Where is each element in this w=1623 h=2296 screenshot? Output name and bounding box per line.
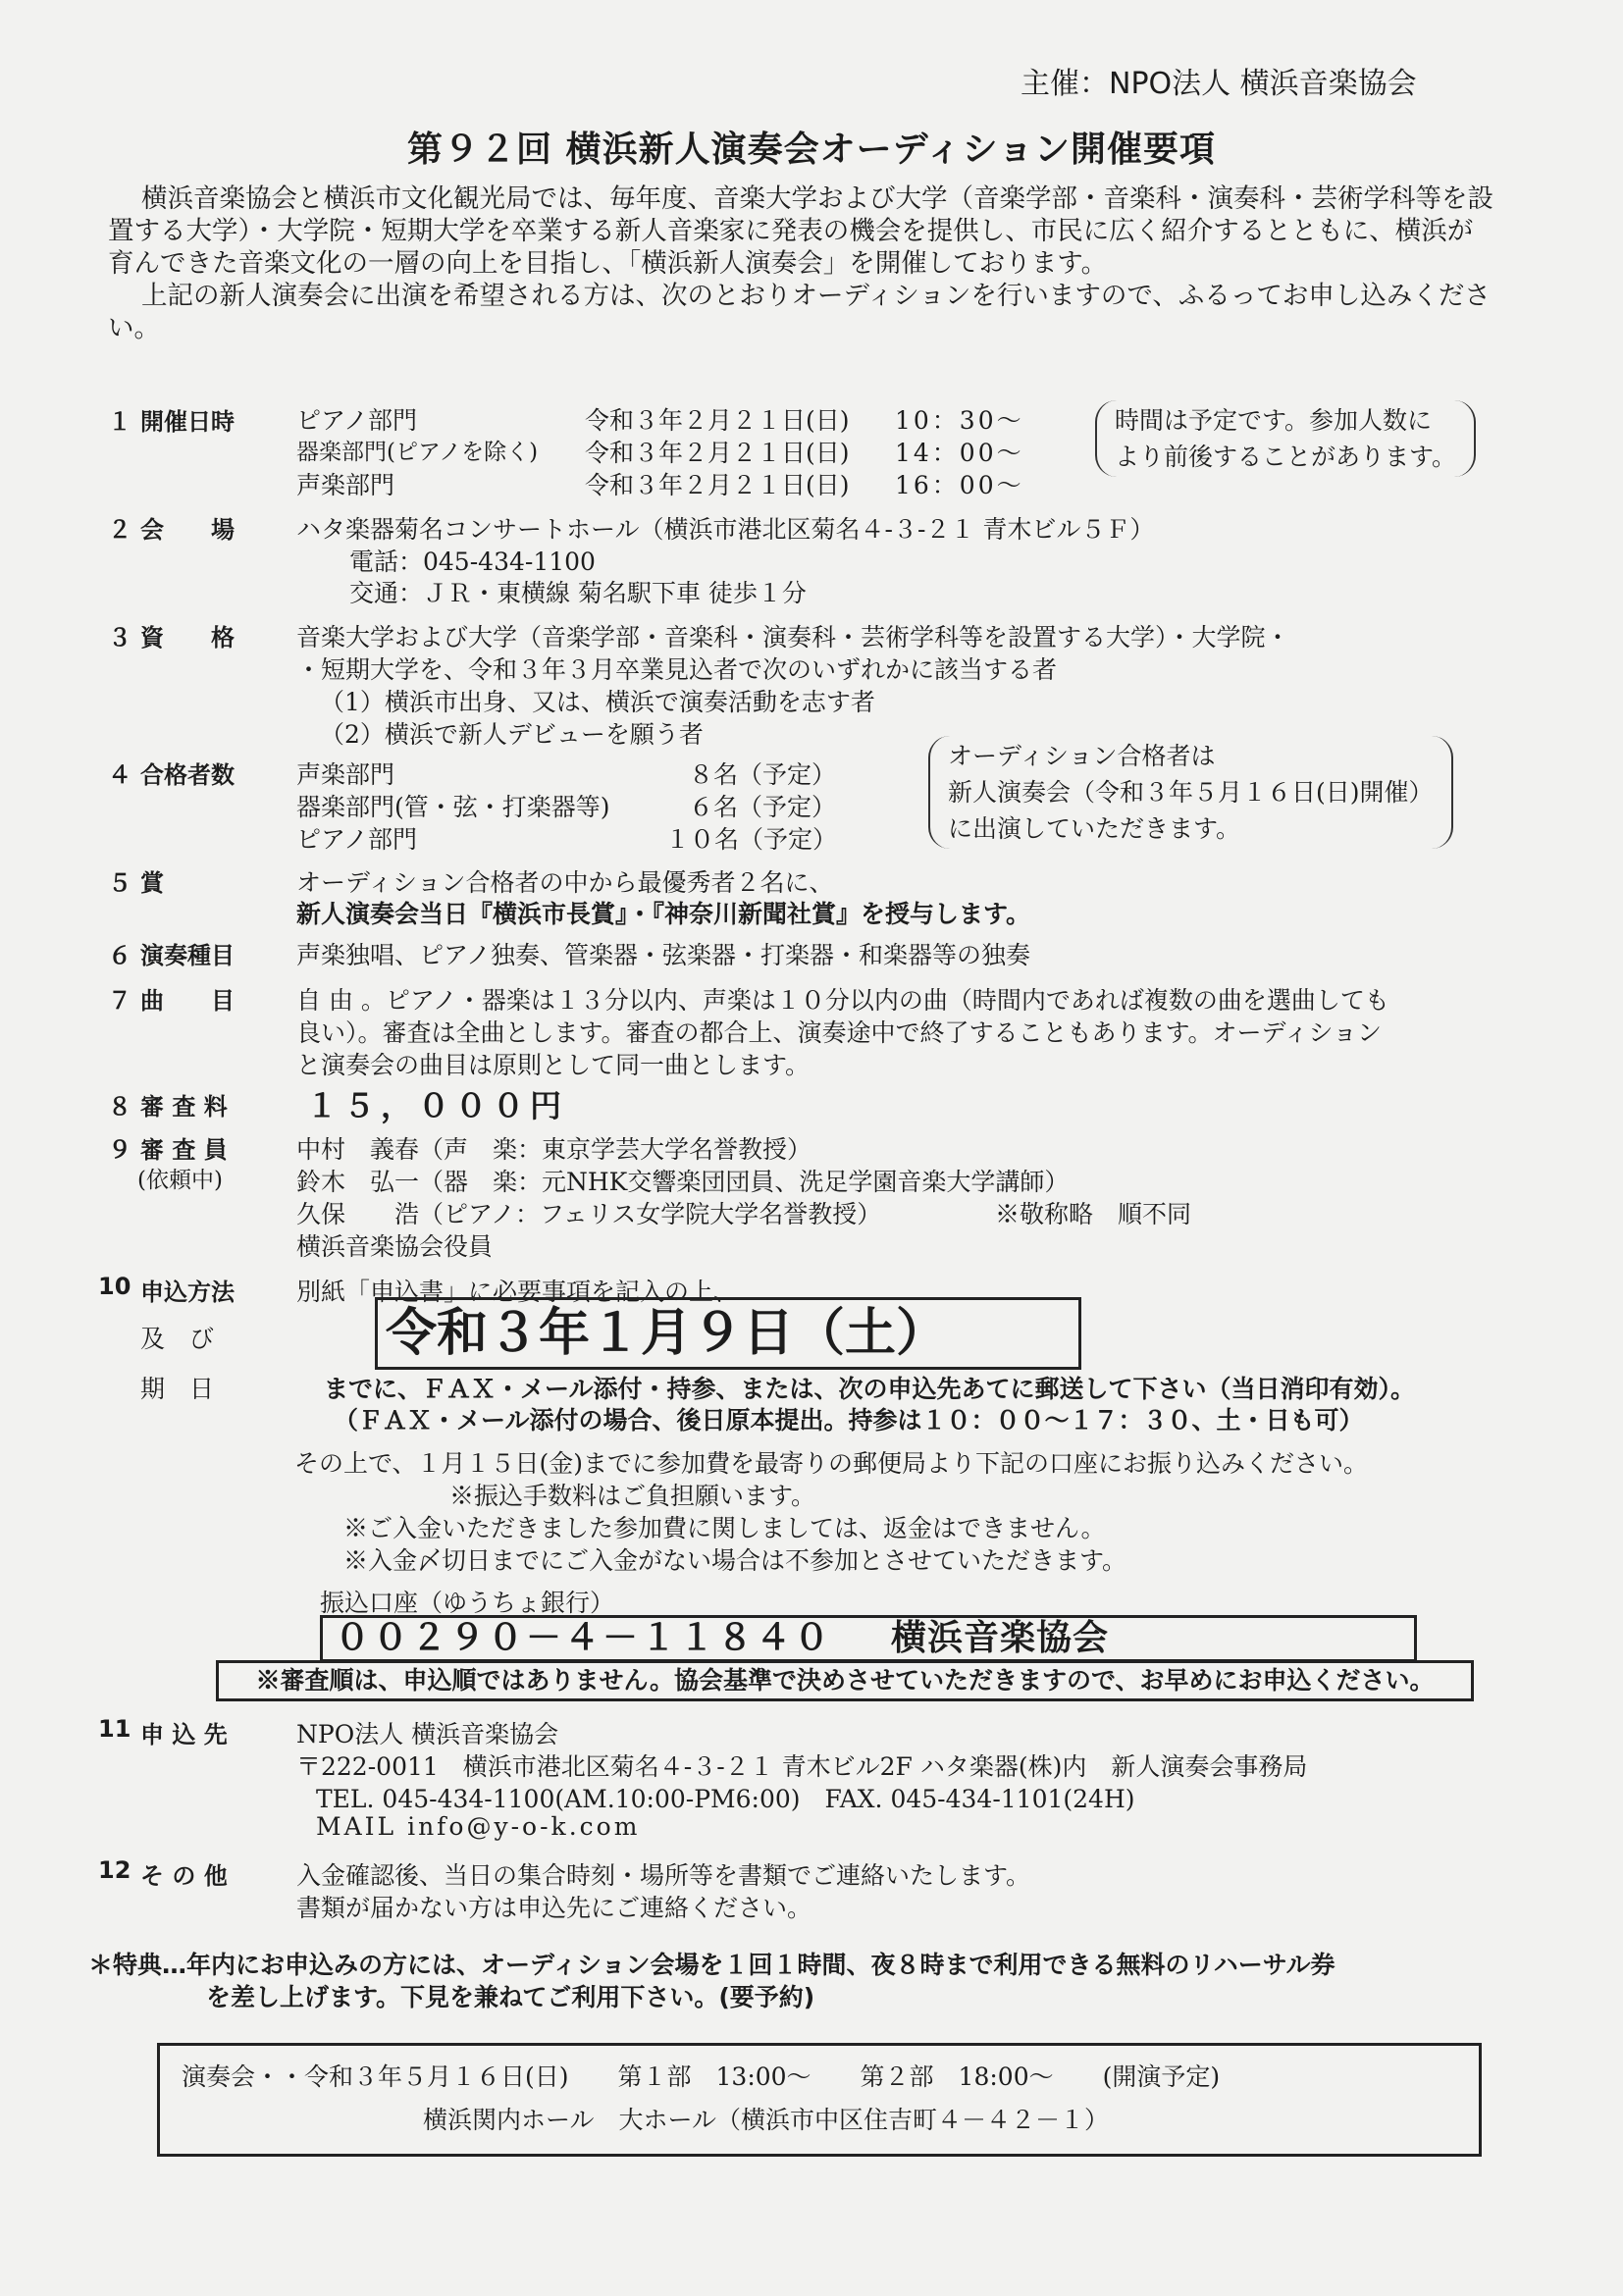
section-3-number: ３ [108, 624, 131, 652]
section-8-number: ８ [108, 1093, 131, 1121]
concert-venue: 横浜関内ホール 大ホール（横浜市中区住吉町４－４２－１） [423, 2106, 1110, 2134]
eligibility-line: ・短期大学を、令和３年３月卒業見込者で次のいずれかに該当する者 [296, 655, 1058, 684]
account-label: 振込口座（ゆうちょ銀行） [320, 1589, 615, 1617]
order-note: ※審査順は、申込順ではありません。協会基準で決めさせていただきますので、お早めにお申込ください。 [216, 1660, 1474, 1701]
schedule-time: 16：00～ [895, 471, 1024, 499]
application-line: 別紙「申込書」に必要事項を記入の上、 [296, 1278, 739, 1306]
pass-dept: 器楽部門(管・弦・打楽器等) [296, 793, 610, 821]
contact-email: MAIL info@y-o-k.com [316, 1812, 641, 1841]
pass-count: ８名（予定） [689, 760, 837, 789]
pass-note-line: オーディション合格者は [948, 742, 1216, 770]
section-10-label-3: 期 日 [140, 1375, 215, 1403]
section-10-number: 10 [98, 1273, 131, 1300]
schedule-dept: 器楽部門(ピアノを除く) [296, 440, 539, 465]
judge: 中村 義春（声 楽：東京学芸大学名誉教授） [296, 1135, 812, 1164]
section-6-number: ６ [108, 942, 131, 969]
venue-tel: 電話：045-434-1100 [349, 548, 596, 576]
special-offer-line: ＊特典…年内にお申込みの方には、オーディション会場を１回１時間、夜８時まで利用できる無料のリハーサル券 [88, 1951, 1335, 1979]
pass-dept: 声楽部門 [296, 760, 395, 789]
application-line: までに、ＦＡＸ・メール添付・持参、または、次の申込先あてに郵送して下さい（当日消印有効）。 [324, 1375, 1416, 1403]
schedule-date: 令和３年２月２１日(日) [585, 471, 850, 499]
award-line: 新人演奏会当日『横浜市長賞』・『神奈川新聞社賞』を授与します。 [296, 900, 1031, 928]
intro-paragraph-1: 横浜音楽協会と横浜市文化観光局では、毎年度、音楽大学および大学（音楽学部・音楽科・演奏科・芸術学科等を設置する大学）・大学院・短期大学を卒業する新人音楽家に発表の機会を提供し、市民に広く紹介するとともに、横浜が育んできた音楽文化の一層の向上を目指し、「横浜新人演奏会」を開催しております。 [108, 183, 1493, 279]
schedule-note-line: 時間は予定です。参加人数に [1115, 406, 1433, 435]
account-name: 横浜音楽協会 [891, 1618, 1110, 1658]
pass-dept: ピアノ部門 [296, 825, 418, 854]
section-4-label: 合格者数 [140, 761, 235, 789]
section-2-number: ２ [108, 516, 131, 544]
judge: 久保 浩（ピアノ：フェリス女学院大学名誉教授） [296, 1200, 882, 1228]
bank-account-box [320, 1615, 1417, 1662]
section-11-number: 11 [98, 1715, 131, 1743]
schedule-dept: 声楽部門 [296, 471, 395, 499]
other-line: 入金確認後、当日の集合時刻・場所等を書類でご連絡いたします。 [296, 1861, 1031, 1890]
section-10-label: 申込方法 [140, 1278, 235, 1306]
pass-note-line: に出演していただきます。 [948, 814, 1241, 843]
concert-schedule: 演奏会・・令和３年５月１６日(日) 第１部 13:00～ 第２部 18:00～ (開演予定) [182, 2062, 1221, 2091]
fee: １５，０００円 [306, 1087, 568, 1124]
schedule-date: 令和３年２月２１日(日) [585, 406, 850, 435]
section-8-label: 審 査 料 [140, 1093, 228, 1121]
section-12-label: そ の 他 [140, 1862, 228, 1890]
intro-paragraph-2: 上記の新人演奏会に出演を希望される方は、次のとおりオーディションを行いますので、ふるってお申し込みください。 [108, 281, 1491, 343]
section-9-sublabel: (依頼中) [137, 1168, 223, 1193]
schedule-dept: ピアノ部門 [296, 406, 418, 435]
repertoire-line: 自 由 。ピアノ・器楽は１３分以内、声楽は１０分以内の曲（時間内であれば複数の曲を選曲しても [296, 986, 1389, 1015]
section-10-label-2: 及 び [140, 1325, 215, 1353]
section-7-label: 曲 目 [140, 987, 235, 1015]
pass-note-line: 新人演奏会（令和３年５月１６日(日)開催） [948, 778, 1434, 807]
venue: ハタ楽器菊名コンサートホール（横浜市港北区菊名４-３-２１ 青木ビル５Ｆ） [296, 515, 1155, 544]
contact-line: NPO法人 横浜音楽協会 [296, 1720, 559, 1748]
judge: 横浜音楽協会役員 [296, 1232, 494, 1261]
page-title: 第９２回 横浜新人演奏会オーディション開催要項 [407, 130, 1216, 170]
account-number: ００２９０－４－１１８４０ [335, 1618, 833, 1658]
pass-count: ６名（予定） [689, 793, 837, 821]
special-offer-line: を差し上げます。下見を兼ねてご利用下さい。(要予約) [206, 1983, 815, 2011]
section-6-label: 演奏種目 [140, 942, 235, 969]
section-11-label: 申 込 先 [140, 1721, 228, 1748]
schedule-note-line: より前後することがあります。 [1115, 443, 1457, 471]
contact-address: 〒222-0011 横浜市港北区菊名４-３-２１ 青木ビル2F ハタ楽器(株)内 新人演奏会事務局 [296, 1752, 1308, 1781]
concert-info-box [157, 2043, 1482, 2157]
section-1-number: １ [108, 408, 131, 436]
pass-note [928, 736, 1453, 849]
schedule-date: 令和３年２月２１日(日) [585, 439, 850, 467]
application-line: （ＦＡＸ・メール添付の場合、後日原本提出。持参は１０：００～１７：３０、土・日も可） [334, 1406, 1364, 1435]
deadline-date: 令和３年１月９日（土） [375, 1297, 1081, 1370]
eligibility-line: 音楽大学および大学（音楽学部・音楽科・演奏科・芸術学科等を設置する大学）・大学院・ [296, 623, 1290, 652]
schedule-time: 10：30～ [895, 406, 1024, 435]
section-9-label: 審 査 員 [140, 1136, 228, 1164]
section-7-number: ７ [108, 987, 131, 1015]
judge-note: ※敬称略 順不同 [995, 1200, 1192, 1228]
schedule-time: 14：00～ [895, 439, 1024, 467]
eligibility-line: （2）横浜で新人デビューを願う者 [320, 720, 704, 749]
performance-types: 声楽独唱、ピアノ独奏、管楽器・弦楽器・打楽器・和楽器等の独奏 [296, 941, 1031, 969]
other-line: 書類が届かない方は申込先にご連絡ください。 [296, 1894, 812, 1922]
section-5-number: ５ [108, 869, 131, 897]
eligibility-line: （1）横浜市出身、又は、横浜で演奏活動を志す者 [320, 688, 875, 716]
section-12-number: 12 [98, 1856, 131, 1884]
section-2-label: 会 場 [140, 516, 235, 544]
section-9-number: ９ [108, 1136, 131, 1164]
judge: 鈴木 弘一（器 楽：元NHK交響楽団団員、洗足学園音楽大学講師） [296, 1168, 1070, 1196]
award-line: オーディション合格者の中から最優秀者２名に、 [296, 868, 834, 897]
payment-note: ※入金〆切日までにご入金がない場合は不参加とさせていただきます。 [343, 1546, 1127, 1575]
payment-note: ※ご入金いただきました参加費に関しましては、返金はできません。 [343, 1514, 1106, 1542]
organizer: 主催：NPO法人 横浜音楽協会 [1021, 67, 1417, 101]
repertoire-line: 良い）。審査は全曲とします。審査の都合上、演奏途中で終了することもあります。オーディション [296, 1018, 1383, 1047]
venue-access: 交通：ＪＲ・東横線 菊名駅下車 徒歩１分 [349, 579, 807, 607]
section-1-label: 開催日時 [140, 408, 235, 436]
section-5-label: 賞 [140, 869, 164, 897]
section-3-label: 資 格 [140, 624, 235, 652]
repertoire-line: と演奏会の曲目は原則として同一曲とします。 [296, 1051, 811, 1079]
schedule-note [1095, 400, 1476, 477]
intro-section [108, 183, 1496, 344]
section-4-number: ４ [108, 761, 131, 789]
contact-phone: TEL. 045-434-1100(AM.10:00-PM6:00) FAX. 045-434-1101(24H) [316, 1785, 1135, 1813]
payment-line: その上で、１月１５日(金)までに参加費を最寄りの郵便局より下記の口座にお振り込みください。 [294, 1449, 1369, 1478]
pass-count: １０名（予定） [665, 825, 838, 854]
payment-note: ※振込手数料はご負担願います。 [449, 1482, 816, 1510]
